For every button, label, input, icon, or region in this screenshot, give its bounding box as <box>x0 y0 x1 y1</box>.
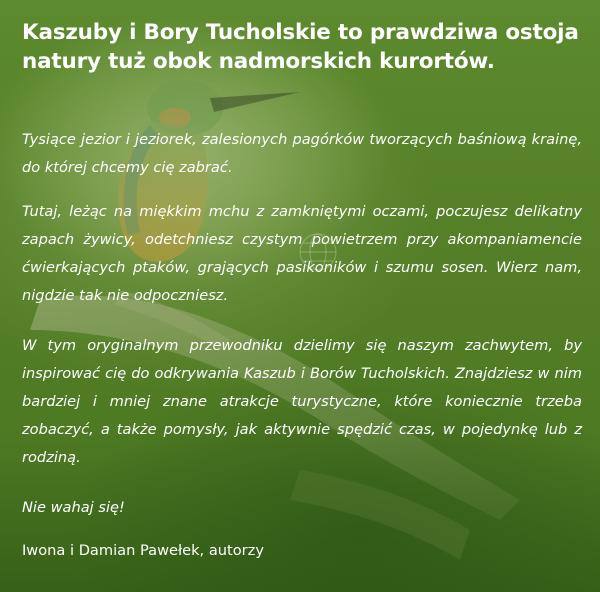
paragraph-relax: Tutaj, leżąc na miękkim mchu z zamkniętymi oczami, poczujesz delikatny zapach żywicy, odetchniesz czystym powietrzem przy akompaniamencie ćwierkających ptaków, grających pasikoników i szumu sosen. Wierz nam, nigdzie tak nie odpoczniesz. <box>22 203 582 304</box>
paragraph-intro: Tysiące jezior i jeziorek, zalesionych pagórków tworzących baśniową krainę, do której chcemy cię zabrać. <box>22 131 582 176</box>
headline: Kaszuby i Bory Tucholskie to prawdziwa ostoja natury tuż obok nadmorskich kurortów. <box>22 20 579 74</box>
paragraph-call-to-action: Nie wahaj się! <box>22 499 125 516</box>
author-signature: Iwona i Damian Pawełek, autorzy <box>22 542 264 559</box>
paragraph-guide: W tym oryginalnym przewodniku dzielimy się naszym zachwytem, by inspirować cię do odkrywania Kaszub i Borów Tucholskich. Znajdziesz w nim bardziej i mniej znane atrakcje turystyczne, które koniecznie trzeba zobaczyć, a także pomysły, jak aktywnie spędzić czas, w pojedynkę lub z rodziną. <box>22 337 582 466</box>
text-block <box>22 18 582 559</box>
